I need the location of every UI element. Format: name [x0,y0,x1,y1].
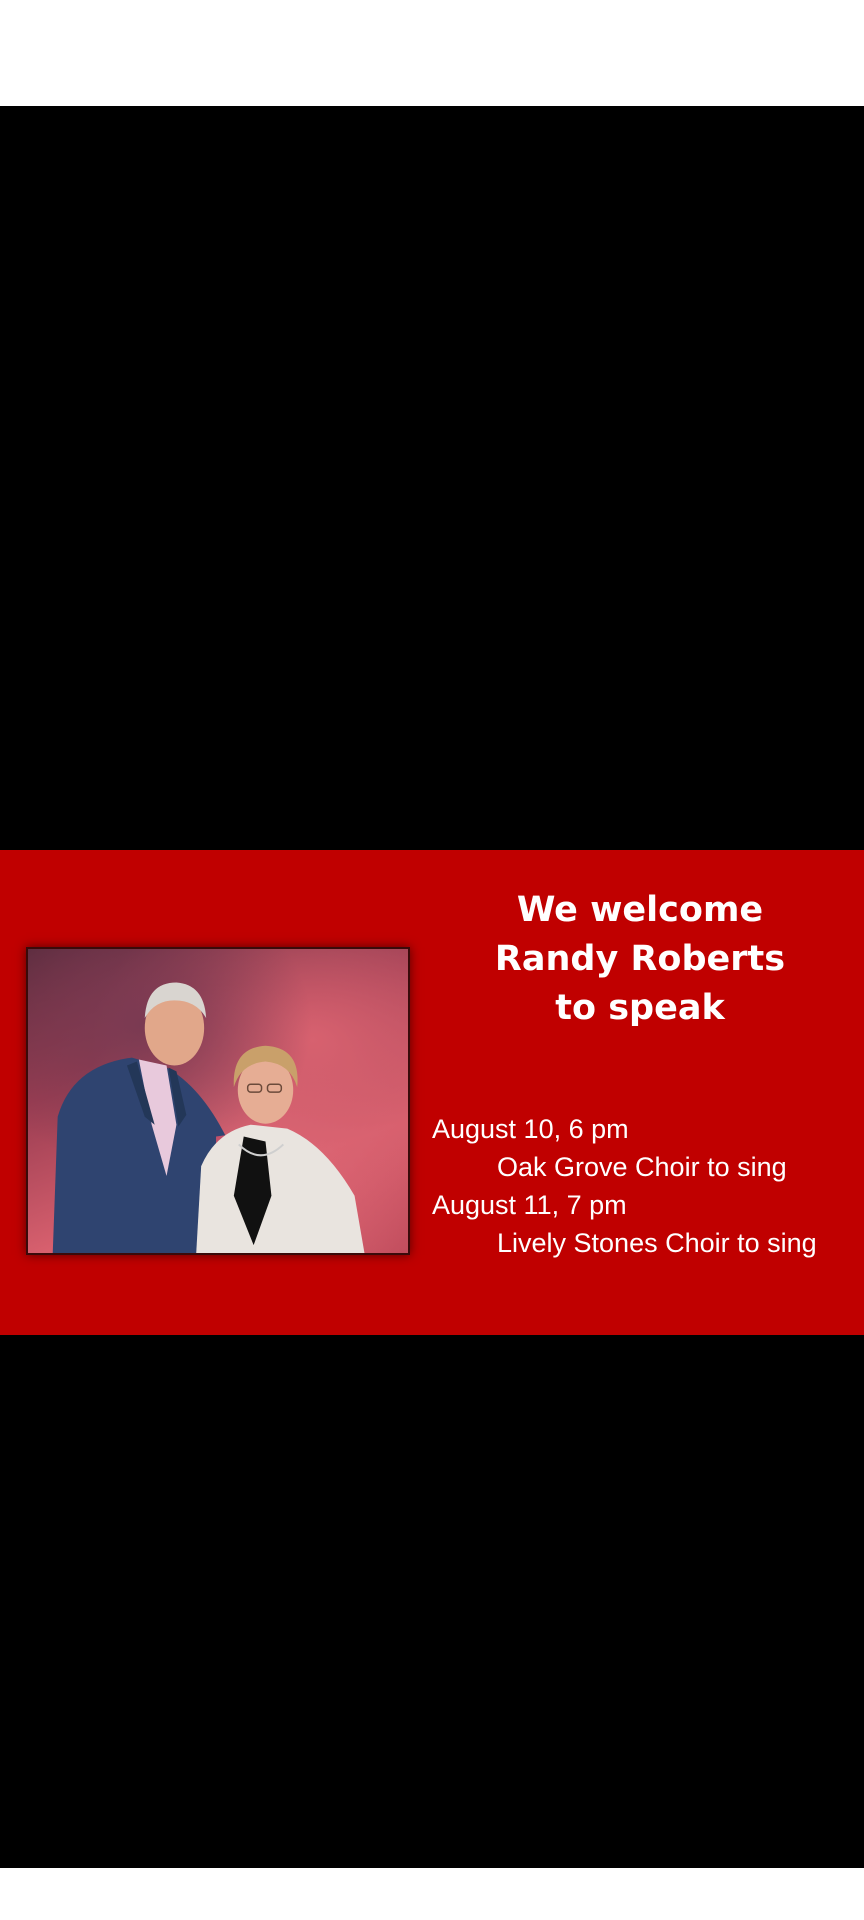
schedule-event: Lively Stones Choir to sing [497,1228,817,1258]
headline-line: We welcome [516,890,764,930]
couple-portrait-illustration [28,949,408,1253]
schedule-date: August 11, 7 pm [432,1190,627,1220]
bottom-navigation-area [0,1868,864,1920]
welcome-headline [440,886,840,1033]
headline-line: Randy Roberts [494,939,786,979]
video-player[interactable] [0,106,864,1868]
couple-photo [26,947,410,1255]
schedule-date: August 10, 6 pm [432,1114,629,1144]
schedule-event: Oak Grove Choir to sing [497,1152,787,1182]
top-status-area [0,0,864,106]
headline-line: to speak [555,988,725,1028]
event-schedule [432,1110,817,1262]
announcement-slide [0,850,864,1335]
